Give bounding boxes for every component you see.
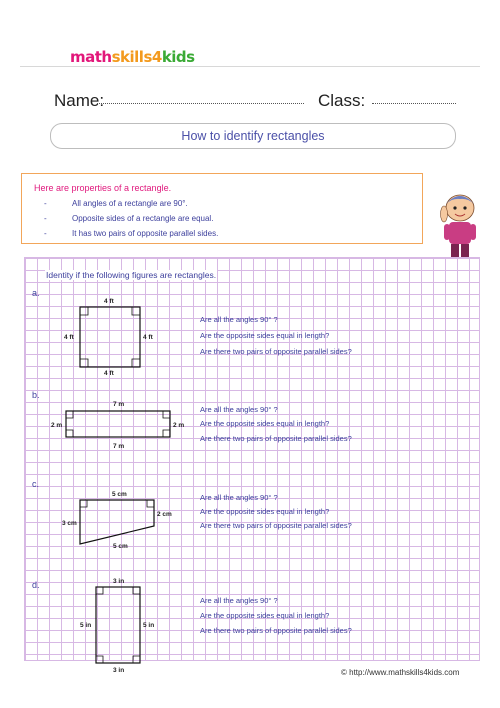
property-dash: - [44,214,47,223]
properties-box [21,173,423,244]
property-item [44,199,188,208]
name-blank-line [97,103,304,104]
figure-d-top-label: 3 in [113,578,125,585]
question-parallel-sides: Are there two pairs of opposite parallel sides? [200,521,352,530]
figure-b-top-label: 7 m [113,401,125,408]
worksheet-title [50,123,456,149]
figure-c-top-label: 5 cm [112,491,127,498]
rectangle-outline [96,587,140,663]
right-angle-marks [66,411,170,437]
question-opposite-sides: Are the opposite sides equal in length? [200,611,330,620]
figure-c-trapezoid [60,488,190,553]
name-label: Name: [54,91,105,110]
properties-heading: Here are properties of a rectangle. [34,183,172,193]
class-label: Class: [318,91,366,110]
figure-b-bottom-label: 7 m [113,443,125,450]
property-dash: - [44,199,47,208]
property-text: It has two pairs of opposite parallel sides. [72,229,219,238]
worksheet-title-text: How to identify rectangles [181,129,325,143]
class-blank-line [372,103,456,104]
logo-part-math: math [70,48,112,66]
figure-a-right-label: 4 ft [143,334,153,341]
figure-a-square [60,295,160,380]
question-angles: Are all the angles 90° ? [200,596,278,605]
figure-c-right-label: 2 cm [157,511,172,518]
rectangle-outline [66,411,170,437]
logo-part-4: 4 [151,48,162,66]
property-item [44,214,213,223]
figure-a-left-label: 4 ft [64,334,74,341]
figure-d-right-label: 5 in [143,622,155,629]
figure-a-letter: a. [32,288,40,298]
question-angles: Are all the angles 90° ? [200,493,278,502]
figure-b-left-label: 2 m [51,422,63,429]
figure-b-letter: b. [32,390,40,400]
figure-d-bottom-label: 3 in [113,667,125,674]
logo-part-skills: skills [111,48,152,66]
figure-b-rectangle [48,398,193,453]
question-opposite-sides: Are the opposite sides equal in length? [200,507,330,516]
figure-d-left-label: 5 in [80,622,92,629]
figure-c-left-label: 3 cm [62,520,77,527]
brand-logo [70,48,195,66]
right-angle-marks [96,587,140,663]
question-parallel-sides: Are there two pairs of opposite parallel sides? [200,434,352,443]
property-item [44,229,218,238]
header-divider [20,66,480,67]
right-angle-marks [80,500,154,507]
question-parallel-sides: Are there two pairs of opposite parallel sides? [200,626,352,635]
property-text: All angles of a rectangle are 90°. [72,199,188,208]
question-angles: Are all the angles 90° ? [200,315,278,324]
trapezoid-outline [80,500,154,544]
figure-d-letter: d. [32,580,40,590]
question-opposite-sides: Are the opposite sides equal in length? [200,331,330,340]
question-parallel-sides: Are there two pairs of opposite parallel sides? [200,347,352,356]
logo-part-kids: kids [161,48,195,66]
instruction-text: Identity if the following figures are rectangles. [46,270,217,280]
figure-c-letter: c. [32,479,40,489]
figure-c-bottom-label: 5 cm [113,543,128,550]
figure-a-top-label: 4 ft [104,298,114,305]
square-outline [80,307,140,367]
figure-d-rectangle [78,575,163,675]
question-opposite-sides: Are the opposite sides equal in length? [200,419,330,428]
figure-a-bottom-label: 4 ft [104,370,114,377]
property-dash: - [44,229,47,238]
copyright-footer: © http://www.mathskills4kids.com [341,668,460,677]
question-angles: Are all the angles 90° ? [200,405,278,414]
right-angle-marks [80,307,140,367]
property-text: Opposite sides of a rectangle are equal. [72,214,214,223]
figure-b-right-label: 2 m [173,422,185,429]
